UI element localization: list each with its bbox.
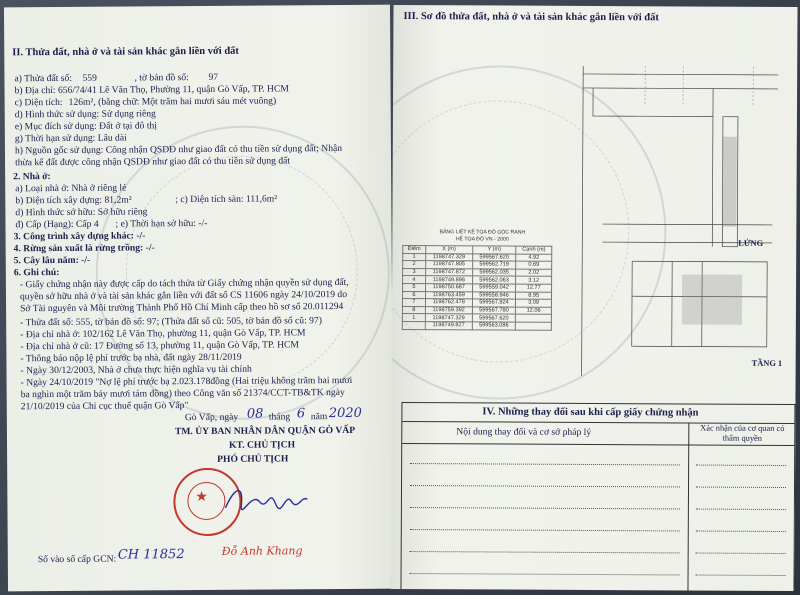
parcel-map-sketch	[562, 46, 789, 377]
area-value: 126m², (bằng chữ: Một trăm hai mươi sáu mét vuông)	[68, 95, 277, 108]
table-cell: 1198747.872	[425, 268, 472, 276]
coordinate-table	[402, 245, 552, 330]
table-cell: 6	[402, 291, 425, 299]
note-line: - Địa chỉ nhà ở cũ: 17 Đường số 13, phường 11, quận Gò Vấp, TP. HCM	[20, 339, 299, 353]
signer-name: Đỗ Anh Khang	[221, 544, 303, 558]
area-label: c) Diện tích:	[14, 96, 63, 109]
table-cell: 1198749.827	[425, 322, 472, 330]
sign-year-label: năm	[310, 411, 328, 423]
note-line: ba nghìn một trăm bảy mươi tám đồng) theo Công văn số 21374/CCT-TB&TK ngày	[20, 386, 345, 401]
house-term: ; e) Thời hạn sở hữu: -/-	[115, 217, 208, 230]
table-cell: 599562.719	[472, 261, 516, 269]
map-sheet-label: , tờ bản đồ số:	[134, 72, 189, 84]
table-cell: 599562.035	[472, 269, 516, 277]
changes-col-content-header	[402, 421, 689, 446]
note-line: 21/10/2019 của Chi cục thuế quận Gò Vấp"	[20, 400, 189, 413]
section-3-title: III. Sơ đồ thửa đất, nhà ở và tài sản khác gắn liền với đất	[403, 10, 659, 24]
cert-book-number: CH 11852	[117, 547, 185, 563]
house-title: 2. Nhà ở:	[13, 171, 51, 183]
table-row	[402, 321, 551, 329]
table-cell: 12.77	[516, 284, 552, 292]
ruled-line	[696, 509, 786, 510]
table-cell: 599563.086	[472, 322, 516, 330]
sign-day: 08	[246, 406, 264, 422]
map-label-mezzanine: LỬNG	[738, 238, 764, 248]
header-y: Y (m)	[472, 246, 516, 254]
sign-month: 6	[296, 406, 306, 422]
house-floor-area: ; c) Diện tích sàn: 111,6m²	[175, 193, 278, 206]
note-line: quyền sở hữu nhà ở và tài sản khác gắn liền với đất số CS 11606 ngày 24/10/2019 do	[19, 288, 348, 303]
usage-term: g) Thời hạn sử dụng: Lâu dài	[14, 132, 127, 145]
changes-column-divider	[687, 444, 689, 591]
map-label-floor-1: TẦNG 1	[751, 358, 783, 368]
house-ownership: d) Hình thức sở hữu: Sở hữu riêng	[15, 206, 148, 219]
note-line: - Giấy chứng nhận này được cấp do tách thửa từ Giấy chứng nhận quyền sử dụng đất,	[19, 276, 349, 291]
table-cell	[516, 314, 552, 322]
table-cell	[402, 321, 425, 329]
coordinate-table-title	[432, 229, 532, 244]
table-cell: 599562.063	[472, 276, 516, 284]
cert-book-label: Số vào sổ cấp GCN:	[37, 553, 117, 566]
table-cell: 3.09	[516, 299, 552, 307]
ruled-line	[410, 529, 680, 531]
table-cell: 1198747.329	[425, 253, 472, 261]
parcel-number: 559	[82, 72, 97, 84]
changes-col-content: Nội dung thay đổi và cơ sở pháp lý	[456, 426, 592, 438]
ruled-line	[696, 531, 786, 532]
planted-forest: 4. Rừng sản xuất là rừng trồng: -/-	[13, 242, 155, 255]
changes-col-confirm-header	[688, 422, 794, 446]
sign-role: PHÓ CHỦ TỊCH	[217, 453, 289, 465]
table-cell: 599567.620	[472, 314, 516, 322]
table-cell: 3	[403, 268, 426, 276]
header-x: X (m)	[425, 246, 472, 254]
table-cell: 1	[403, 253, 426, 261]
table-cell: 8	[402, 306, 425, 314]
ruled-line	[410, 485, 680, 487]
header-point: Điểm	[403, 245, 426, 253]
table-cell: 4	[403, 276, 426, 284]
notes-title: 6. Ghi chú:	[13, 266, 60, 279]
changes-col-confirm: Xác nhận của cơ quan có thẩm quyền	[700, 423, 785, 443]
section-4-title: IV. Những thay đổi sau khi cấp giấy chứng nhận	[482, 406, 699, 419]
changes-section	[400, 402, 795, 591]
parcel-label: a) Thửa đất số:	[14, 72, 73, 85]
note-line: - Ngày 30/12/2003, Nhà ở chưa thực hiện nghĩa vụ tài chính	[20, 363, 252, 377]
coordinate-table-title-2: HỆ TỌA ĐỘ VN - 2000	[455, 236, 509, 243]
usage-form: d) Hình thức sử dụng: Sử dụng riêng	[14, 108, 156, 121]
note-line: - Ngày 24/10/2019 "Nợ lệ phí trước bạ 2.023.178đồng (Hai triệu không trăm hai mươi	[20, 374, 353, 389]
sign-month-label: tháng	[268, 411, 291, 423]
table-cell: 2	[403, 261, 426, 269]
section-2-title: II. Thửa đất, nhà ở và tài sản khác gắn liền với đất	[12, 45, 239, 59]
ruled-line	[696, 487, 786, 488]
ruled-line	[410, 573, 680, 575]
issuing-org: TM. ỦY BAN NHÂN DÂN QUẬN GÒ VẤP	[174, 424, 356, 438]
other-construction: 3. Công trình xây dựng khác: -/-	[13, 230, 146, 243]
certificate-right-page	[390, 5, 797, 591]
certificate-left-page	[4, 5, 394, 592]
note-line: - Thửa đất số: 555, tờ bản đồ số: 97; (Thửa đất số cũ: 505, tờ bản đồ số cũ: 97)	[20, 315, 322, 329]
table-cell: 4.92	[516, 254, 552, 262]
ruled-line	[410, 463, 680, 465]
sign-year: 2020	[328, 405, 362, 422]
table-cell: 12.06	[516, 307, 552, 315]
table-cell: 1	[402, 314, 425, 322]
land-address: b) Địa chỉ: 656/74/41 Lê Văn Thọ, Phường 11, quận Gò Vấp, TP. HCM	[14, 83, 289, 97]
table-cell: 599567.824	[472, 299, 516, 307]
table-cell: 5	[403, 283, 426, 291]
house-type: a) Loại nhà ở: Nhà ở riêng lẻ	[15, 182, 127, 195]
house-build-area: b) Diện tích xây dựng: 81,2m²	[15, 194, 132, 207]
ruled-line	[410, 551, 680, 553]
table-cell: 599559.042	[472, 284, 516, 292]
usage-purpose: e) Mục đích sử dụng: Đất ở tại đô thị	[14, 120, 158, 133]
note-line: Sở Tài nguyên và Môi trường Thành Phố Hồ Chí Minh cấp theo hồ sơ số 20.011294	[20, 300, 344, 315]
star-icon: ★	[195, 489, 209, 506]
table-cell: 1198747.329	[425, 314, 472, 322]
note-line: - Thông báo nộp lệ phí trước bạ nhà, đất ngày 28/11/2019	[20, 351, 242, 365]
table-cell: 1198763.459	[425, 291, 472, 299]
table-cell: 1198747.805	[425, 261, 472, 269]
table-cell	[516, 322, 552, 330]
house-grade: đ) Cấp (Hạng): Cấp 4	[15, 218, 99, 231]
table-cell: 599567.620	[472, 253, 516, 261]
land-origin-2: thừa kế đất được công nhận QSDĐ như giao đất có thu tiền sử dụng đất	[15, 155, 291, 169]
signature-scribble	[221, 481, 311, 516]
coordinate-table-title-1: BẢNG LIỆT KÊ TỌA ĐỘ GÓC RANH	[439, 229, 526, 236]
ruled-line	[410, 507, 680, 509]
table-cell: 0.69	[516, 261, 552, 269]
table-cell: 2.02	[516, 269, 552, 277]
note-line: - Địa chỉ nhà ở: 102/162 Lê Văn Thọ, phường 11, quận Gò Vấp, TP. HCM	[20, 327, 306, 341]
table-cell: 7	[402, 299, 425, 307]
table-cell: 599567.780	[472, 307, 516, 315]
table-cell: 1198762.478	[425, 299, 472, 307]
ruled-line	[696, 465, 786, 466]
sign-date-prefix: Gò Vấp, ngày	[184, 411, 239, 424]
land-origin-1: h) Nguồn gốc sử dụng: Công nhận QSDĐ như giao đất có thu tiền sử dụng đất; Nhận	[14, 142, 343, 157]
table-cell: 3.12	[516, 276, 552, 284]
table-cell: 1198750.687	[425, 284, 472, 292]
table-cell: 599558.946	[472, 291, 516, 299]
map-sheet-number: 97	[208, 71, 219, 83]
perennial-trees: 5. Cây lâu năm: -/-	[13, 254, 91, 267]
table-cell: 1198749.896	[425, 276, 472, 284]
ruled-line	[696, 553, 786, 554]
header-edge: Cạnh (m)	[516, 246, 552, 254]
table-cell: 8.95	[516, 292, 552, 300]
sign-kt: KT. CHỦ TỊCH	[228, 439, 296, 451]
table-cell: 1198759.392	[425, 306, 472, 314]
ruled-line	[696, 575, 786, 576]
